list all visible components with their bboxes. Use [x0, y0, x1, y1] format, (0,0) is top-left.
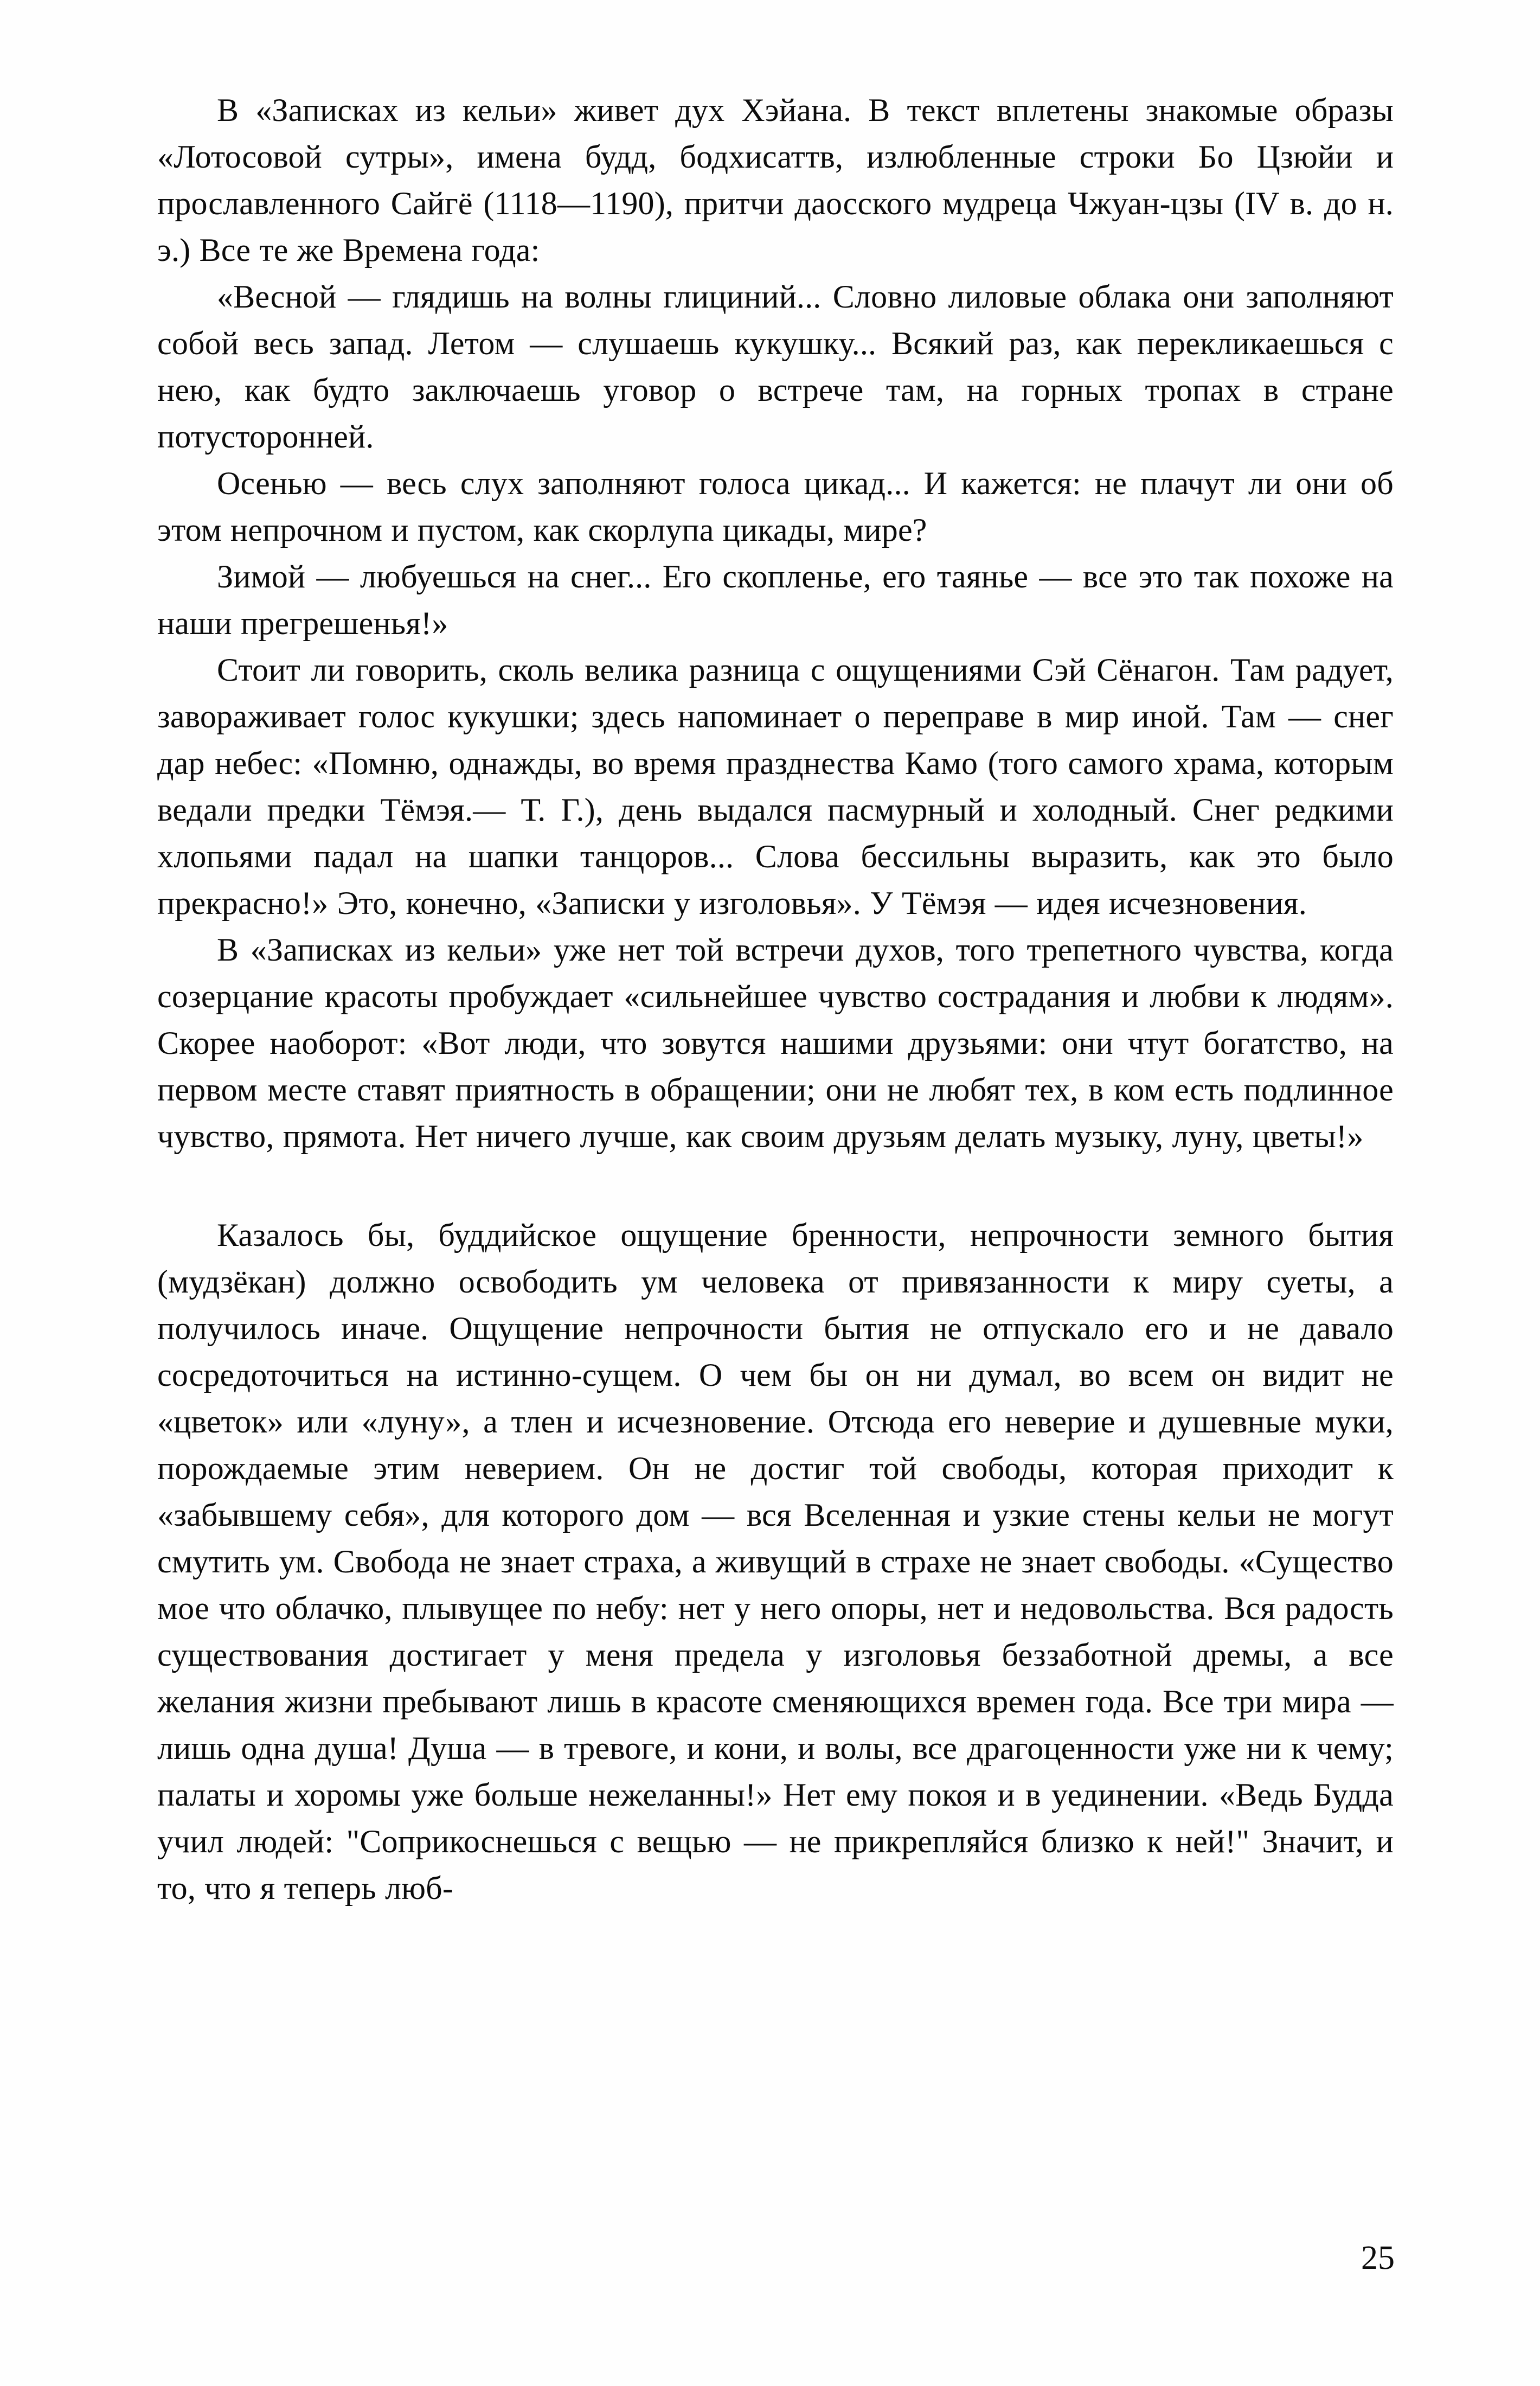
page-number: 25: [1361, 2240, 1395, 2276]
page-body-text: [157, 87, 1394, 1911]
paragraph: Зимой — любуешься на снег... Его скопленье, его таянье — все это так похоже на наши прегрешенья!»: [157, 559, 1394, 641]
paragraph-block-separator: [157, 1160, 1394, 1212]
paragraph: Осенью — весь слух заполняют голоса цикад... И кажется: не плачут ли они об этом непрочном и пустом, как скорлупа цикады, мире?: [157, 465, 1394, 548]
paragraph: В «Записках из кельи» уже нет той встречи духов, того трепетного чувства, когда созерцание красоты пробуждает «сильнейшее чувство сострадания и любви к людям». Скорее наоборот: «Вот люди, что зовутся нашими друзьями: они чтут богатство, на первом месте ставят приятность в обращении; они не любят тех, в ком есть подлинное чувство, прямота. Нет ничего лучше, как своим друзьям делать музыку, луну, цветы!»: [157, 932, 1394, 1154]
text-block-one: [157, 87, 1394, 1160]
paragraph: «Весной — глядишь на волны глициний... Словно лиловые облака они заполняют собой весь запад. Летом — слушаешь кукушку... Всякий раз, как перекликаешься с нею, как будто заключаешь уговор о встрече там, на горных тропах в стране потусторонней.: [157, 279, 1394, 455]
paragraph: Казалось бы, буддийское ощущение бренности, непрочности земного бытия (мудзёкан) должно освободить ум человека от привязанности к миру суеты, а получилось иначе. Ощущение непрочности бытия не отпускало его и не давало сосредоточиться на истинно-сущем. О чем бы он ни думал, во всем он видит не «цветок» или «луну», а тлен и исчезновение. Отсюда его неверие и душевные муки, порождаемые этим неверием. Он не достиг той свободы, которая приходит к «забывшему себя», для которого дом — вся Вселенная и узкие стены кельи не могут смутить ум. Свобода не знает страха, а живущий в страхе не знает свободы. «Существо мое что облачко, плывущее по небу: нет у него опоры, нет и недовольства. Вся радость существования достигает у меня предела у изголовья беззаботной дремы, а все желания жизни пребывают лишь в красоте сменяющихся времен года. Все три мира — лишь одна душа! Душа — в тревоге, и кони, и волы, все драгоценности уже ни к чему; палаты и хоромы уже больше нежеланны!» Нет ему покоя и в уединении. «Ведь Будда учил людей: "Соприкоснешься с вещью — не прикрепляйся близко к ней!" Значит, и то, что я теперь люб-: [157, 1217, 1394, 1906]
text-block-two: [157, 1212, 1394, 1911]
paragraph: В «Записках из кельи» живет дух Хэйана. В текст вплетены знакомые образы «Лотосовой сутры», имена будд, бодхисаттв, излюбленные строки Бо Цзюйи и прославленного Сайгё (1118—1190), притчи даосского мудреца Чжуан-цзы (IV в. до н. э.) Все те же Времена года:: [157, 92, 1394, 268]
paragraph: Стоит ли говорить, сколь велика разница с ощущениями Сэй Сёнагон. Там радует, завораживает голос кукушки; здесь напоминает о переправе в мир иной. Там — снег дар небес: «Помню, однажды, во время празднества Камо (того самого храма, которым ведали предки Тёмэя.— Т. Г.), день выдался пасмурный и холодный. Снег редкими хлопьями падал на шапки танцоров... Слова бессильны выразить, как это было прекрасно!» Это, конечно, «Записки у изголовья». У Тёмэя — идея исчезновения.: [157, 652, 1394, 921]
